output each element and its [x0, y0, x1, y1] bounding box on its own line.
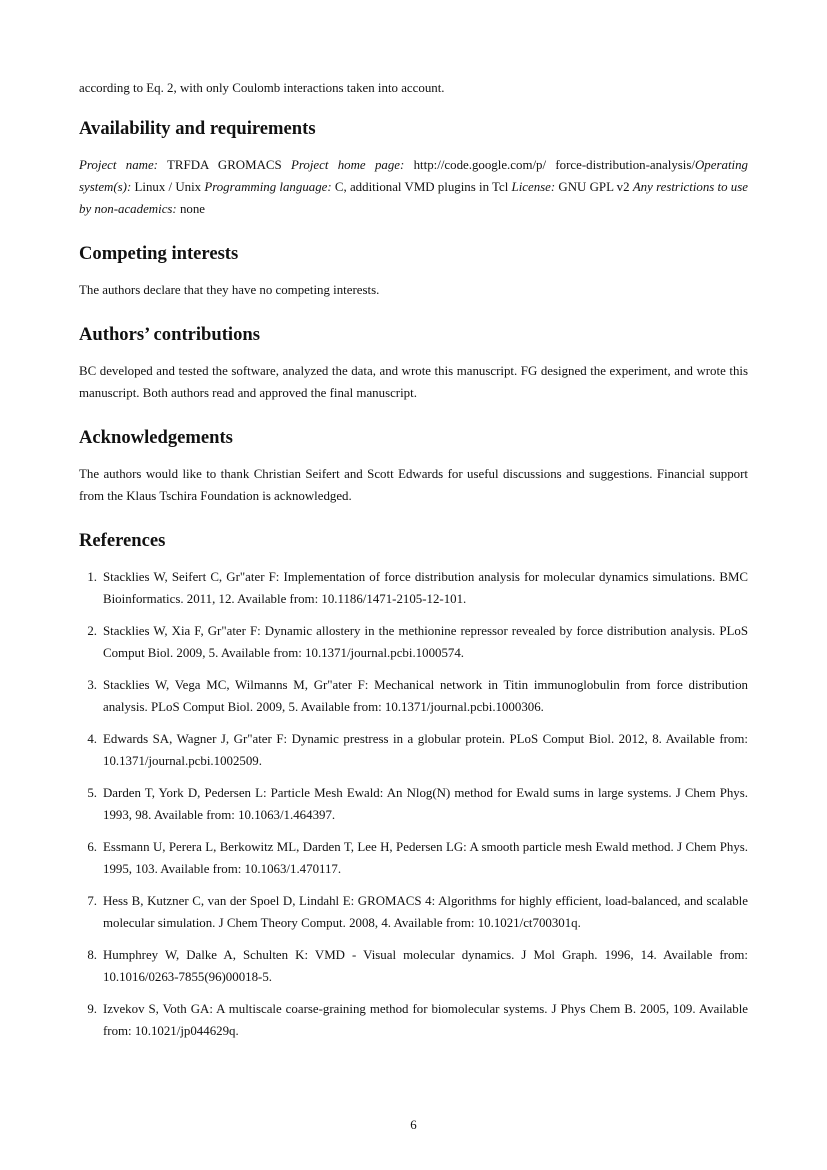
reference-text: Darden T, York D, Pedersen L: Particle Mesh Ewald: An Nlog(N) method for Ewald sums in large systems. J Chem Phys. 1993, 98. Available from: 10.1063/1.464397.	[103, 786, 748, 822]
availability-heading: Availability and requirements	[79, 118, 316, 139]
project-name-value: TRFDA GROMACS	[157, 158, 291, 172]
reference-item	[79, 944, 748, 988]
language-value: C, additional VMD plugins in Tcl	[331, 180, 512, 194]
reference-item	[79, 728, 748, 772]
references-list	[79, 566, 748, 1042]
license-label: License:	[511, 180, 556, 194]
reference-item	[79, 782, 748, 826]
acknowledgements-paragraph: The authors would like to thank Christian Seifert and Scott Edwards for useful discussions and suggestions. Financial support from the Klaus Tschira Foundation is acknowledged.	[79, 467, 748, 503]
reference-text: Edwards SA, Wagner J, Gr"ater F: Dynamic prestress in a globular protein. PLoS Comput Biol. 2012, 8. Available from: 10.1371/journal.pcbi.1002509.	[103, 732, 748, 768]
contributions-section	[79, 323, 748, 404]
acknowledgements-heading: Acknowledgements	[79, 427, 233, 448]
competing-section	[79, 242, 748, 301]
reference-item	[79, 620, 748, 664]
reference-number: 2.	[87, 624, 97, 638]
reference-item	[79, 566, 748, 610]
availability-paragraph	[79, 154, 748, 220]
reference-item	[79, 674, 748, 718]
home-page-value: http://code.google.com/p/ force-distribution-analysis/	[404, 158, 695, 172]
acknowledgements-section	[79, 426, 748, 507]
reference-text: Humphrey W, Dalke A, Schulten K: VMD - Visual molecular dynamics. J Mol Graph. 1996, 14. Available from: 10.1016/0263-7855(96)00018-5.	[103, 948, 748, 984]
restrictions-value: none	[176, 202, 205, 216]
reference-text: Hess B, Kutzner C, van der Spoel D, Lindahl E: GROMACS 4: Algorithms for highly efficient, load-balanced, and scalable molecular simulation. J Chem Theory Comput. 2008, 4. Available from: 10.1021/ct700301q.	[103, 894, 748, 930]
reference-number: 7.	[87, 894, 97, 908]
project-name-label: Project name:	[79, 158, 158, 172]
references-heading: References	[79, 530, 166, 551]
os-value: Linux / Unix	[131, 180, 205, 194]
reference-text: Izvekov S, Voth GA: A multiscale coarse-graining method for biomolecular systems. J Phys Chem B. 2005, 109. Available from: 10.1021/jp044629q.	[103, 1002, 748, 1038]
reference-number: 8.	[87, 948, 97, 962]
reference-item	[79, 998, 748, 1042]
page-number: 6	[410, 1118, 417, 1132]
availability-section	[79, 117, 748, 220]
reference-number: 5.	[87, 786, 97, 800]
home-page-label: Project home page:	[290, 158, 405, 172]
contributions-paragraph: BC developed and tested the software, analyzed the data, and wrote this manuscript. FG designed the experiment, and wrote this manuscript. Both authors read and approved the final manuscript.	[79, 364, 748, 400]
reference-item	[79, 836, 748, 880]
reference-number: 1.	[87, 570, 97, 584]
reference-number: 4.	[87, 732, 97, 746]
reference-text: Essmann U, Perera L, Berkowitz ML, Darden T, Lee H, Pedersen LG: A smooth particle mesh Ewald method. J Chem Phys. 1995, 103. Available from: 10.1063/1.470117.	[103, 840, 748, 876]
reference-number: 9.	[87, 1002, 97, 1016]
contributions-heading: Authors’ contributions	[79, 324, 260, 345]
competing-heading: Competing interests	[79, 243, 239, 264]
reference-number: 3.	[87, 678, 97, 692]
reference-item	[79, 890, 748, 934]
license-value: GNU GPL v2	[555, 180, 633, 194]
intro-tail-paragraph: according to Eq. 2, with only Coulomb interactions taken into account.	[79, 81, 445, 95]
reference-number: 6.	[87, 840, 97, 854]
reference-text: Stacklies W, Vega MC, Wilmanns M, Gr"ater F: Mechanical network in Titin immunoglobulin from force distribution analysis. PLoS Comput Biol. 2009, 5. Available from: 10.1371/journal.pcbi.1000306.	[103, 678, 748, 714]
competing-paragraph: The authors declare that they have no competing interests.	[79, 283, 380, 297]
language-label: Programming language:	[204, 180, 332, 194]
reference-text: Stacklies W, Seifert C, Gr"ater F: Implementation of force distribution analysis for molecular dynamics simulations. BMC Bioinformatics. 2011, 12. Available from: 10.1186/1471-2105-12-101.	[103, 570, 748, 606]
reference-text: Stacklies W, Xia F, Gr"ater F: Dynamic allostery in the methionine repressor revealed by force distribution analysis. PLoS Comput Biol. 2009, 5. Available from: 10.1371/journal.pcbi.1000574.	[103, 624, 748, 660]
restrictions-label: Any restrictions to use by non-academics:	[79, 180, 748, 216]
os-label: Operating system(s):	[79, 158, 748, 194]
references-section	[79, 529, 748, 1052]
